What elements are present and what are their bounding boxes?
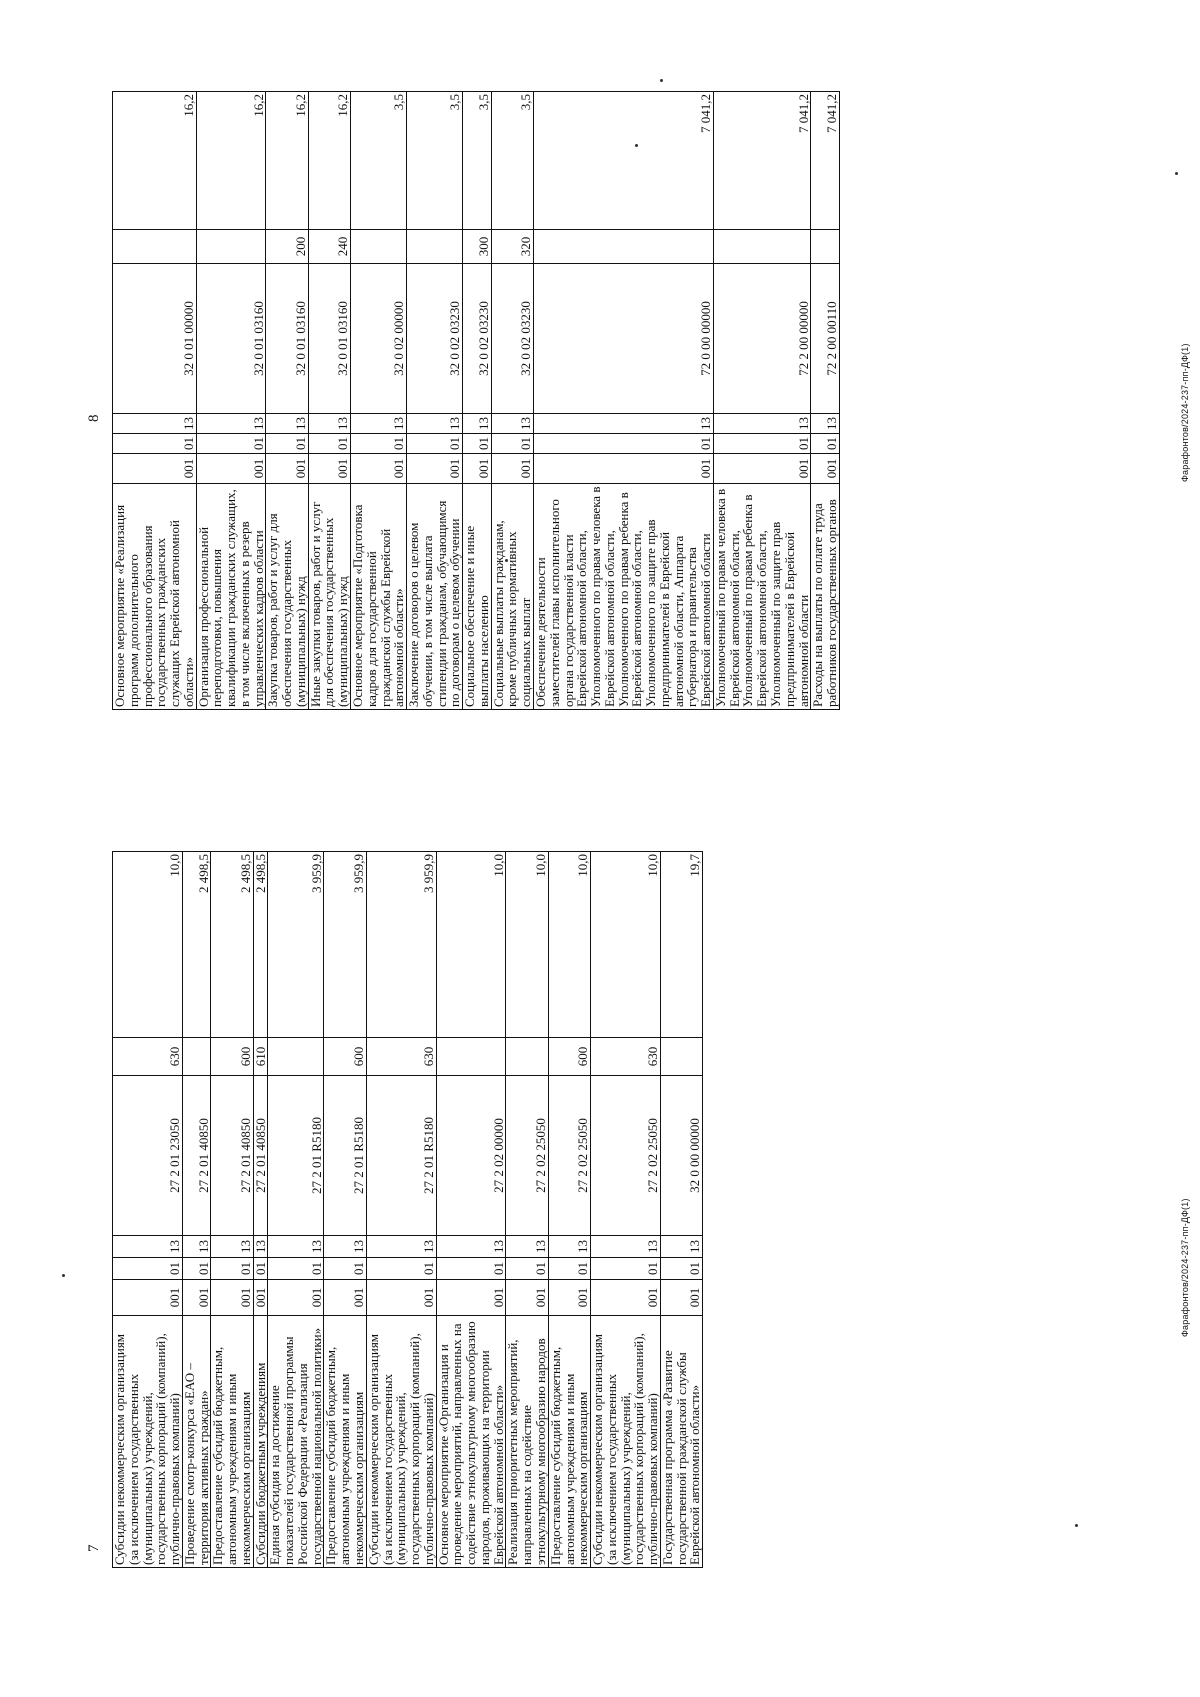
grbs-code-cell: 001 <box>113 454 197 484</box>
expense-type-cell <box>660 1038 702 1076</box>
grbs-code-cell: 001 <box>713 454 810 484</box>
amount-cell: 3,5 <box>491 92 533 230</box>
expense-type-cell <box>113 230 197 264</box>
row-name-cell: Проведение смотр-конкурса «ЕАО – территория активных граждан» <box>182 1316 211 1568</box>
target-article-cell: 72 2 00 00000 <box>713 264 810 414</box>
target-article-cell: 27 2 01 R5180 <box>268 1076 324 1236</box>
table-row <box>660 852 702 1568</box>
row-name-cell: Субсидии некоммерческим организациям (за исключением государственных (муниципальных) учреждений, государственных корпораций (компаний), публично-правовых компаний) <box>366 1316 436 1568</box>
expense-type-cell: 630 <box>113 1038 183 1076</box>
expense-type-cell <box>713 230 810 264</box>
table-row <box>366 852 436 1568</box>
expense-type-cell <box>407 230 463 264</box>
subsection-code-cell: 13 <box>491 414 533 434</box>
grbs-code-cell: 001 <box>548 1280 590 1316</box>
target-article-cell: 27 2 01 R5180 <box>366 1076 436 1236</box>
expense-type-cell: 610 <box>253 1038 268 1076</box>
target-article-cell: 27 2 02 25050 <box>591 1076 661 1236</box>
amount-cell: 7 041,2 <box>713 92 810 230</box>
amount-cell: 7 041,2 <box>811 92 840 230</box>
row-name-cell: Уполномоченный по правам человека в Еврейской автономной области, Уполномоченный по правам ребенка в Еврейской автономной области, Уполномоченный по защите прав предпринимателей в Еврейской автономной области <box>713 484 810 710</box>
row-name-cell: Субсидии некоммерческим организациям (за исключением государственных (муниципальных) учреждений, государственных корпораций (компаний), публично-правовых компаний) <box>113 1316 183 1568</box>
expense-type-cell <box>533 230 713 264</box>
section-code-cell: 01 <box>811 434 840 454</box>
table-row <box>436 852 506 1568</box>
subsection-code-cell: 13 <box>113 414 197 434</box>
section-code-cell: 01 <box>253 1258 268 1280</box>
subsection-code-cell: 13 <box>253 1236 268 1258</box>
grbs-code-cell: 001 <box>436 1280 506 1316</box>
scan-speck <box>1075 1524 1078 1527</box>
section-code-cell: 01 <box>660 1258 702 1280</box>
scan-speck <box>1175 172 1178 175</box>
page-number: 7 <box>86 1544 102 1552</box>
table-row <box>268 852 324 1568</box>
section-code-cell: 01 <box>491 434 533 454</box>
table-row <box>463 92 492 710</box>
budget-table <box>112 851 703 1568</box>
table-row <box>266 92 308 710</box>
row-name-cell: Обеспечение деятельности заместителей главы исполнительного органа государственной власти Еврейской автономной области, Уполномоченного по правам человека в Еврейской автономной области, Уполномоченного по правам ребенка в Еврейской автономной области, Уполномоченного по защите прав предпринимателей в Еврейской автономной области, Аппарата губернатора и правительства Еврейской автономной области <box>533 484 713 710</box>
grbs-code-cell: 001 <box>268 1280 324 1316</box>
amount-cell: 10,0 <box>436 852 506 1038</box>
table-row <box>407 92 463 710</box>
subsection-code-cell: 13 <box>660 1236 702 1258</box>
scan-speck <box>660 79 663 82</box>
subsection-code-cell: 13 <box>266 414 308 434</box>
amount-cell: 16,2 <box>308 92 350 230</box>
expense-type-cell: 240 <box>308 230 350 264</box>
target-article-cell: 27 2 02 25050 <box>506 1076 548 1236</box>
section-code-cell: 01 <box>533 434 713 454</box>
subsection-code-cell: 13 <box>366 1236 436 1258</box>
table-row <box>351 92 407 710</box>
subsection-code-cell: 13 <box>113 1236 183 1258</box>
section-code-cell: 01 <box>266 434 308 454</box>
expense-type-cell <box>506 1038 548 1076</box>
target-article-cell: 27 2 02 25050 <box>548 1076 590 1236</box>
row-name-cell: Социальное обеспечение и иные выплаты населению <box>463 484 492 710</box>
subsection-code-cell: 13 <box>533 414 713 434</box>
target-article-cell: 32 0 02 03230 <box>407 264 463 414</box>
row-name-cell: Субсидии бюджетным учреждениям <box>253 1316 268 1568</box>
subsection-code-cell: 13 <box>308 414 350 434</box>
section-code-cell: 01 <box>506 1258 548 1280</box>
section-code-cell: 01 <box>366 1258 436 1280</box>
amount-cell: 10,0 <box>548 852 590 1038</box>
table-row <box>182 852 211 1568</box>
subsection-code-cell: 13 <box>182 1236 211 1258</box>
expense-type-cell: 600 <box>324 1038 366 1076</box>
grbs-code-cell: 001 <box>182 1280 211 1316</box>
target-article-cell: 32 0 00 00000 <box>660 1076 702 1236</box>
row-name-cell: Предоставление субсидий бюджетным, автономным учреждениям и иным некоммерческим организациям <box>324 1316 366 1568</box>
row-name-cell: Субсидии некоммерческим организациям (за исключением государственных (муниципальных) учреждений, государственных корпораций (компаний), публично-правовых компаний) <box>591 1316 661 1568</box>
subsection-code-cell: 13 <box>196 414 266 434</box>
section-code-cell: 01 <box>463 434 492 454</box>
row-name-cell: Организация профессиональной переподготовки, повышения квалификации гражданских служащих, в том числе включенных в резерв управленческих кадров области <box>196 484 266 710</box>
table-row <box>591 852 661 1568</box>
target-article-cell: 27 2 01 40850 <box>211 1076 253 1236</box>
table-row <box>196 92 266 710</box>
subsection-code-cell: 13 <box>268 1236 324 1258</box>
target-article-cell: 27 2 01 40850 <box>253 1076 268 1236</box>
expense-type-cell: 600 <box>548 1038 590 1076</box>
expense-type-cell: 630 <box>591 1038 661 1076</box>
section-code-cell: 01 <box>591 1258 661 1280</box>
subsection-code-cell: 13 <box>591 1236 661 1258</box>
amount-cell: 16,2 <box>266 92 308 230</box>
amount-cell: 16,2 <box>113 92 197 230</box>
section-code-cell: 01 <box>182 1258 211 1280</box>
row-name-cell: Реализация приоритетных мероприятий, направленных на содействие этнокультурному многообразию народов <box>506 1316 548 1568</box>
row-name-cell: Заключение договоров о целевом обучении, в том числе выплата стипендии гражданам, обучающимся по договорам о целевом обучении <box>407 484 463 710</box>
amount-cell: 2 498,5 <box>182 852 211 1038</box>
table-row <box>713 92 810 710</box>
section-code-cell: 01 <box>308 434 350 454</box>
grbs-code-cell: 001 <box>533 454 713 484</box>
table-row <box>533 92 713 710</box>
expense-type-cell <box>351 230 407 264</box>
row-name-cell: Предоставление субсидий бюджетным, автономным учреждениям и иным некоммерческим организациям <box>548 1316 590 1568</box>
table-row <box>253 852 268 1568</box>
table-row <box>811 92 840 710</box>
target-article-cell: 72 2 00 00110 <box>811 264 840 414</box>
subsection-code-cell: 13 <box>506 1236 548 1258</box>
section-code-cell: 01 <box>548 1258 590 1280</box>
amount-cell: 10,0 <box>506 852 548 1038</box>
grbs-code-cell: 001 <box>660 1280 702 1316</box>
expense-type-cell: 600 <box>211 1038 253 1076</box>
row-name-cell: Предоставление субсидий бюджетным, автономным учреждениям и иным некоммерческим организациям <box>211 1316 253 1568</box>
row-name-cell: Основное мероприятие «Реализация программ дополнительного профессионального образования государственных гражданских служащих Еврейской автономной области» <box>113 484 197 710</box>
budget-table <box>112 91 840 710</box>
amount-cell: 3,5 <box>407 92 463 230</box>
amount-cell: 3 959,9 <box>268 852 324 1038</box>
row-name-cell: Социальные выплаты гражданам, кроме публичных нормативных социальных выплат <box>491 484 533 710</box>
target-article-cell: 27 2 01 40850 <box>182 1076 211 1236</box>
target-article-cell: 27 2 02 00000 <box>436 1076 506 1236</box>
section-code-cell: 01 <box>113 434 197 454</box>
row-name-cell: Закупка товаров, работ и услуг для обеспечения государственных (муниципальных) нужд <box>266 484 308 710</box>
subsection-code-cell: 13 <box>324 1236 366 1258</box>
target-article-cell: 27 2 01 R5180 <box>324 1076 366 1236</box>
expense-type-cell: 630 <box>366 1038 436 1076</box>
expense-type-cell <box>436 1038 506 1076</box>
grbs-code-cell: 001 <box>463 454 492 484</box>
grbs-code-cell: 001 <box>308 454 350 484</box>
grbs-code-cell: 001 <box>811 454 840 484</box>
grbs-code-cell: 001 <box>591 1280 661 1316</box>
subsection-code-cell: 13 <box>407 414 463 434</box>
amount-cell: 3 959,9 <box>366 852 436 1038</box>
amount-cell: 10,0 <box>591 852 661 1038</box>
grbs-code-cell: 001 <box>113 1280 183 1316</box>
subsection-code-cell: 13 <box>713 414 810 434</box>
section-code-cell: 01 <box>113 1258 183 1280</box>
target-article-cell: 32 0 01 00000 <box>113 264 197 414</box>
expense-type-cell: 200 <box>266 230 308 264</box>
amount-cell: 7 041,2 <box>533 92 713 230</box>
amount-cell: 3,5 <box>463 92 492 230</box>
grbs-code-cell: 001 <box>211 1280 253 1316</box>
subsection-code-cell: 13 <box>548 1236 590 1258</box>
amount-cell: 3 959,9 <box>324 852 366 1038</box>
subsection-code-cell: 13 <box>463 414 492 434</box>
amount-cell: 3,5 <box>351 92 407 230</box>
target-article-cell: 32 0 01 03160 <box>196 264 266 414</box>
grbs-code-cell: 001 <box>253 1280 268 1316</box>
expense-type-cell: 300 <box>463 230 492 264</box>
subsection-code-cell: 13 <box>436 1236 506 1258</box>
page-number: 8 <box>86 414 102 422</box>
section-code-cell: 01 <box>268 1258 324 1280</box>
amount-cell: 16,2 <box>196 92 266 230</box>
document-footer: Фарафонтов/2024-237-пп-ДФ(1) <box>1180 343 1190 482</box>
grbs-code-cell: 001 <box>266 454 308 484</box>
table-row <box>548 852 590 1568</box>
section-code-cell: 01 <box>211 1258 253 1280</box>
target-article-cell: 32 0 02 03230 <box>491 264 533 414</box>
target-article-cell: 32 0 02 00000 <box>351 264 407 414</box>
expense-type-cell <box>196 230 266 264</box>
row-name-cell: Единая субсидия на достижение показателей государственной программы Российской Федерации «Реализация государственной национальной политики» <box>268 1316 324 1568</box>
scan-speck <box>62 1274 65 1277</box>
expense-type-cell <box>268 1038 324 1076</box>
amount-cell: 10,0 <box>113 852 183 1038</box>
table-row <box>491 92 533 710</box>
grbs-code-cell: 001 <box>407 454 463 484</box>
table-row <box>113 92 197 710</box>
grbs-code-cell: 001 <box>351 454 407 484</box>
grbs-code-cell: 001 <box>196 454 266 484</box>
amount-cell: 2 498,5 <box>253 852 268 1038</box>
amount-cell: 19,7 <box>660 852 702 1038</box>
expense-type-cell <box>811 230 840 264</box>
table-row <box>308 92 350 710</box>
table-row <box>324 852 366 1568</box>
grbs-code-cell: 001 <box>506 1280 548 1316</box>
table-row <box>113 852 183 1568</box>
target-article-cell: 27 2 01 23050 <box>113 1076 183 1236</box>
target-article-cell: 32 0 01 03160 <box>266 264 308 414</box>
expense-type-cell <box>182 1038 211 1076</box>
row-name-cell: Основное мероприятие «Организация и проведение мероприятий, направленных на содействие этнокультурному многообразию народов, проживающих на территории Еврейской автономной области» <box>436 1316 506 1568</box>
target-article-cell: 72 0 00 00000 <box>533 264 713 414</box>
grbs-code-cell: 001 <box>324 1280 366 1316</box>
grbs-code-cell: 001 <box>366 1280 436 1316</box>
row-name-cell: Государственная программа «Развитие государственной гражданской службы Еврейской автономной области» <box>660 1316 702 1568</box>
expense-type-cell: 320 <box>491 230 533 264</box>
subsection-code-cell: 13 <box>211 1236 253 1258</box>
subsection-code-cell: 13 <box>351 414 407 434</box>
document-footer: Фарафонтов/2024-237-пп-ДФ(1) <box>1180 1198 1190 1337</box>
row-name-cell: Иные закупки товаров, работ и услуг для обеспечения государственных (муниципальных) нужд <box>308 484 350 710</box>
table-row <box>211 852 253 1568</box>
section-code-cell: 01 <box>196 434 266 454</box>
subsection-code-cell: 13 <box>811 414 840 434</box>
section-code-cell: 01 <box>407 434 463 454</box>
row-name-cell: Расходы на выплаты по оплате труда работников государственных органов <box>811 484 840 710</box>
section-code-cell: 01 <box>713 434 810 454</box>
section-code-cell: 01 <box>436 1258 506 1280</box>
target-article-cell: 32 0 01 03160 <box>308 264 350 414</box>
section-code-cell: 01 <box>324 1258 366 1280</box>
target-article-cell: 32 0 02 03230 <box>463 264 492 414</box>
row-name-cell: Основное мероприятие «Подготовка кадров для государственной гражданской службы Еврейской автономной области» <box>351 484 407 710</box>
section-code-cell: 01 <box>351 434 407 454</box>
table-row <box>506 852 548 1568</box>
grbs-code-cell: 001 <box>491 454 533 484</box>
amount-cell: 2 498,5 <box>211 852 253 1038</box>
